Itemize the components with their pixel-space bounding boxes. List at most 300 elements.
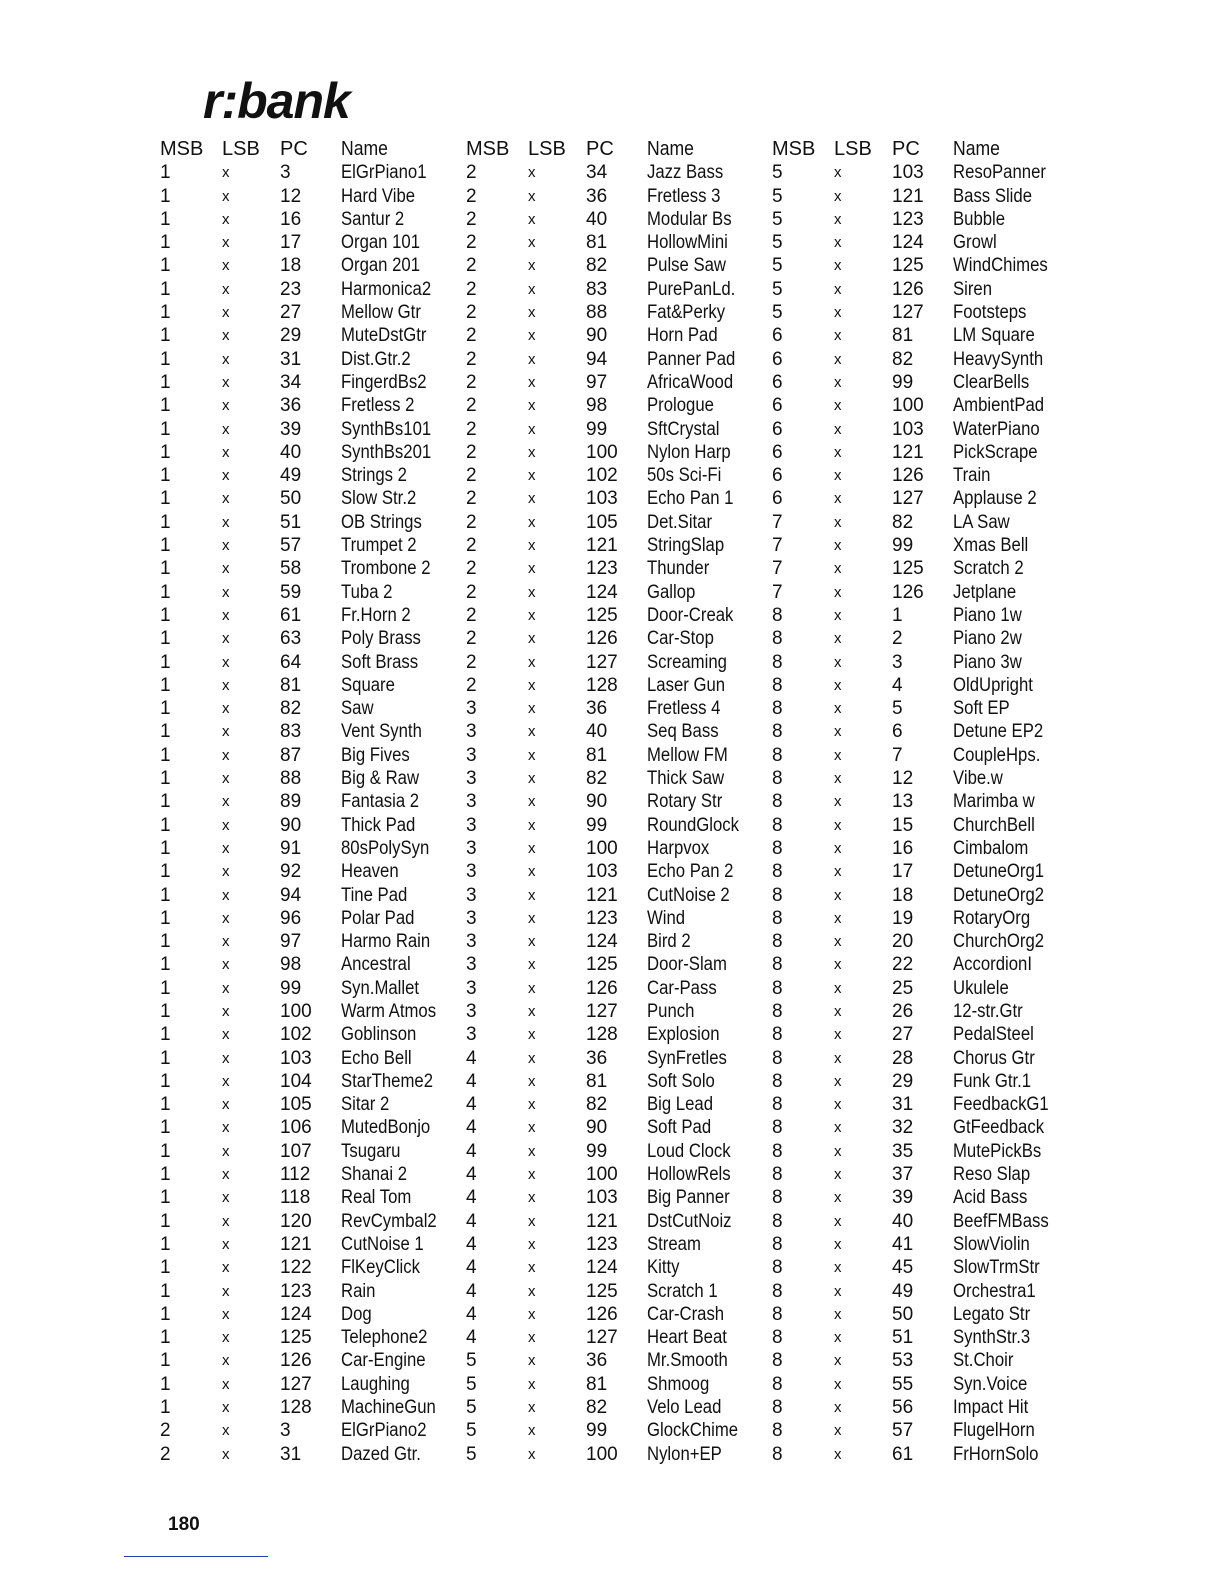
cell-msb: 2 [466, 325, 477, 347]
cell-pc: 121 [892, 185, 924, 207]
cell-lsb: x [528, 700, 536, 718]
cell-lsb: x [834, 676, 842, 694]
cell-name: Soft Solo [647, 1070, 715, 1092]
cell-lsb: x [834, 583, 842, 601]
cell-msb: 2 [466, 278, 477, 300]
cell-name: Vent Synth [341, 721, 422, 743]
cell-name: Tuba 2 [341, 581, 393, 603]
cell-pc: 57 [280, 535, 302, 557]
cell-lsb: x [834, 746, 842, 764]
cell-msb: 4 [466, 1327, 477, 1349]
cell-pc: 126 [280, 1350, 312, 1372]
cell-lsb: x [222, 1212, 230, 1230]
cell-lsb: x [528, 373, 536, 391]
cell-lsb: x [834, 373, 842, 391]
cell-pc: 99 [586, 1140, 608, 1162]
cell-msb: 1 [160, 1070, 171, 1092]
cell-pc: 49 [280, 465, 302, 487]
cell-name: HeavySynth [953, 348, 1044, 370]
cell-name: Organ 101 [341, 232, 421, 254]
cell-lsb: x [222, 1049, 230, 1067]
cell-msb: 1 [160, 1000, 171, 1022]
cell-msb: 1 [160, 954, 171, 976]
cell-msb: 1 [160, 884, 171, 906]
cell-name: DetuneOrg2 [953, 884, 1045, 906]
cell-msb: 1 [160, 698, 171, 720]
cell-msb: 1 [160, 1117, 171, 1139]
cell-msb: 4 [466, 1187, 477, 1209]
cell-name: Mellow Gtr [341, 302, 421, 324]
cell-pc: 16 [280, 208, 302, 230]
cell-lsb: x [834, 1189, 842, 1207]
cell-lsb: x [834, 210, 842, 228]
cell-pc: 81 [586, 1070, 608, 1092]
cell-msb: 8 [772, 1350, 783, 1372]
cell-msb: 1 [160, 441, 171, 463]
cell-lsb: x [222, 1282, 230, 1300]
cell-pc: 4 [892, 674, 903, 696]
cell-lsb: x [222, 443, 230, 461]
cell-pc: 127 [586, 1327, 618, 1349]
cell-lsb: x [528, 420, 536, 438]
cell-lsb: x [222, 793, 230, 811]
cell-name: Wind [647, 907, 686, 929]
cell-pc: 102 [586, 465, 618, 487]
cell-msb: 1 [160, 744, 171, 766]
cell-name: Hard Vibe [341, 185, 416, 207]
cell-pc: 126 [892, 278, 924, 300]
cell-msb: 5 [466, 1420, 477, 1442]
cell-lsb: x [222, 1445, 230, 1463]
cell-name: FlKeyClick [341, 1257, 420, 1279]
cell-pc: 25 [892, 977, 914, 999]
cell-msb: 2 [466, 302, 477, 324]
cell-pc: 100 [892, 395, 924, 417]
cell-pc: 32 [892, 1117, 914, 1139]
cell-lsb: x [834, 1352, 842, 1370]
cell-name: Trombone 2 [341, 558, 431, 580]
cell-pc: 123 [586, 907, 618, 929]
cell-msb: 2 [466, 418, 477, 440]
cell-name: MachineGun [341, 1397, 436, 1419]
cell-name: Loud Clock [647, 1140, 731, 1162]
cell-pc: 125 [280, 1327, 312, 1349]
cell-msb: 1 [160, 325, 171, 347]
cell-lsb: x [222, 280, 230, 298]
cell-name: Square [341, 674, 395, 696]
header-msb: MSB [772, 138, 816, 160]
cell-lsb: x [528, 164, 536, 182]
cell-name: Polar Pad [341, 907, 415, 929]
cell-lsb: x [222, 1166, 230, 1184]
cell-pc: 12 [280, 185, 302, 207]
cell-name: Organ 201 [341, 255, 421, 277]
cell-pc: 128 [586, 1024, 618, 1046]
cell-msb: 5 [466, 1397, 477, 1419]
cell-msb: 2 [466, 232, 477, 254]
cell-name: ChurchBell [953, 814, 1035, 836]
cell-msb: 1 [160, 861, 171, 883]
cell-name: AmbientPad [953, 395, 1045, 417]
cell-msb: 1 [160, 651, 171, 673]
cell-lsb: x [528, 1235, 536, 1253]
cell-msb: 1 [160, 162, 171, 184]
cell-name: MuteDstGtr [341, 325, 427, 347]
cell-name: SynFretles [647, 1047, 727, 1069]
cell-pc: 103 [892, 418, 924, 440]
cell-name: 80sPolySyn [341, 837, 430, 859]
header-lsb: LSB [528, 138, 566, 160]
cell-pc: 100 [586, 441, 618, 463]
cell-name: Dazed Gtr. [341, 1443, 421, 1465]
cell-msb: 1 [160, 837, 171, 859]
cell-name: Mr.Smooth [647, 1350, 728, 1372]
cell-pc: 36 [586, 1047, 608, 1069]
cell-pc: 64 [280, 651, 302, 673]
cell-msb: 8 [772, 1397, 783, 1419]
cell-lsb: x [528, 1166, 536, 1184]
cell-pc: 82 [892, 511, 914, 533]
cell-pc: 35 [892, 1140, 914, 1162]
cell-lsb: x [528, 490, 536, 508]
cell-name: Syn.Voice [953, 1373, 1028, 1395]
cell-msb: 4 [466, 1257, 477, 1279]
cell-name: Car-Crash [647, 1303, 725, 1325]
cell-lsb: x [834, 280, 842, 298]
cell-lsb: x [834, 793, 842, 811]
cell-msb: 1 [160, 465, 171, 487]
cell-lsb: x [222, 304, 230, 322]
cell-name: ElGrPiano1 [341, 162, 427, 184]
cell-lsb: x [528, 630, 536, 648]
cell-name: Dog [341, 1303, 372, 1325]
cell-msb: 5 [466, 1373, 477, 1395]
cell-name: LA Saw [953, 511, 1010, 533]
header-pc: PC [280, 138, 308, 160]
cell-name: Train [953, 465, 991, 487]
cell-msb: 1 [160, 302, 171, 324]
cell-msb: 6 [772, 488, 783, 510]
cell-name: Real Tom [341, 1187, 412, 1209]
cell-msb: 2 [466, 395, 477, 417]
cell-lsb: x [528, 933, 536, 951]
cell-lsb: x [222, 467, 230, 485]
cell-pc: 81 [586, 1373, 608, 1395]
cell-pc: 91 [280, 837, 302, 859]
cell-msb: 2 [466, 558, 477, 580]
cell-msb: 6 [772, 348, 783, 370]
cell-name: Tsugaru [341, 1140, 401, 1162]
cell-pc: 36 [280, 395, 302, 417]
cell-msb: 4 [466, 1233, 477, 1255]
cell-msb: 3 [466, 1000, 477, 1022]
cell-pc: 103 [586, 488, 618, 510]
cell-lsb: x [528, 467, 536, 485]
cell-msb: 2 [466, 581, 477, 603]
cell-lsb: x [834, 443, 842, 461]
cell-msb: 1 [160, 232, 171, 254]
cell-name: SlowViolin [953, 1233, 1030, 1255]
cell-lsb: x [528, 676, 536, 694]
cell-msb: 1 [160, 511, 171, 533]
header-pc: PC [892, 138, 920, 160]
cell-name: Jetplane [953, 581, 1017, 603]
cell-msb: 5 [772, 255, 783, 277]
cell-name: WaterPiano [953, 418, 1040, 440]
cell-lsb: x [834, 1235, 842, 1253]
cell-msb: 1 [160, 1047, 171, 1069]
cell-pc: 122 [280, 1257, 312, 1279]
cell-pc: 100 [586, 1164, 618, 1186]
cell-pc: 106 [280, 1117, 312, 1139]
cell-pc: 83 [280, 721, 302, 743]
cell-lsb: x [528, 443, 536, 461]
cell-msb: 8 [772, 604, 783, 626]
cell-name: Kitty [647, 1257, 680, 1279]
cell-pc: 51 [280, 511, 302, 533]
cell-lsb: x [834, 187, 842, 205]
cell-lsb: x [834, 979, 842, 997]
cell-name: FingerdBs2 [341, 371, 427, 393]
cell-msb: 5 [772, 162, 783, 184]
cell-pc: 125 [892, 255, 924, 277]
cell-msb: 8 [772, 814, 783, 836]
cell-lsb: x [222, 234, 230, 252]
cell-lsb: x [834, 1212, 842, 1230]
cell-msb: 1 [160, 1024, 171, 1046]
cell-name: Siren [953, 278, 993, 300]
cell-name: Scratch 2 [953, 558, 1024, 580]
cell-msb: 8 [772, 1280, 783, 1302]
cell-name: FlugelHorn [953, 1420, 1035, 1442]
cell-pc: 99 [892, 371, 914, 393]
cell-msb: 3 [466, 768, 477, 790]
cell-msb: 1 [160, 791, 171, 813]
cell-lsb: x [834, 234, 842, 252]
cell-lsb: x [834, 1166, 842, 1184]
cell-lsb: x [222, 560, 230, 578]
cell-lsb: x [528, 1422, 536, 1440]
cell-name: Fr.Horn 2 [341, 604, 411, 626]
cell-name: DetuneOrg1 [953, 861, 1045, 883]
cell-lsb: x [222, 816, 230, 834]
cell-pc: 50 [280, 488, 302, 510]
cell-pc: 61 [892, 1443, 914, 1465]
cell-name: DstCutNoiz [647, 1210, 732, 1232]
cell-msb: 2 [466, 255, 477, 277]
cell-name: Car-Pass [647, 977, 717, 999]
cell-pc: 94 [586, 348, 608, 370]
cell-lsb: x [528, 863, 536, 881]
cell-msb: 1 [160, 1233, 171, 1255]
cell-name: Tine Pad [341, 884, 408, 906]
cell-lsb: x [834, 1259, 842, 1277]
cell-msb: 8 [772, 861, 783, 883]
cell-msb: 2 [466, 371, 477, 393]
cell-msb: 7 [772, 581, 783, 603]
cell-lsb: x [528, 1212, 536, 1230]
page-title: r:bank [203, 73, 350, 129]
cell-name: Detune EP2 [953, 721, 1044, 743]
cell-pc: 100 [586, 1443, 618, 1465]
cell-name: Door-Creak [647, 604, 734, 626]
cell-pc: 39 [280, 418, 302, 440]
cell-msb: 3 [466, 884, 477, 906]
cell-pc: 121 [892, 441, 924, 463]
cell-lsb: x [222, 1399, 230, 1417]
cell-msb: 6 [772, 418, 783, 440]
cell-name: Rain [341, 1280, 376, 1302]
cell-name: SynthStr.3 [953, 1327, 1031, 1349]
cell-lsb: x [834, 1119, 842, 1137]
cell-lsb: x [222, 1072, 230, 1090]
cell-msb: 8 [772, 651, 783, 673]
cell-name: Fretless 2 [341, 395, 415, 417]
cell-pc: 51 [892, 1327, 914, 1349]
cell-msb: 8 [772, 628, 783, 650]
cell-msb: 3 [466, 977, 477, 999]
cell-name: Ancestral [341, 954, 411, 976]
cell-lsb: x [222, 420, 230, 438]
cell-name: Santur 2 [341, 208, 405, 230]
cell-msb: 2 [466, 674, 477, 696]
cell-msb: 8 [772, 1140, 783, 1162]
cell-name: FeedbackG1 [953, 1094, 1049, 1116]
cell-lsb: x [528, 746, 536, 764]
cell-msb: 2 [160, 1420, 171, 1442]
cell-name: Fretless 3 [647, 185, 721, 207]
cell-pc: 41 [892, 1233, 914, 1255]
cell-pc: 13 [892, 791, 914, 813]
cell-name: MutedBonjo [341, 1117, 431, 1139]
cell-lsb: x [528, 257, 536, 275]
cell-pc: 99 [586, 1420, 608, 1442]
cell-lsb: x [528, 1329, 536, 1347]
cell-pc: 63 [280, 628, 302, 650]
cell-name: Car-Engine [341, 1350, 426, 1372]
cell-pc: 127 [586, 651, 618, 673]
cell-lsb: x [222, 1259, 230, 1277]
cell-name: Footsteps [953, 302, 1027, 324]
cell-pc: 40 [280, 441, 302, 463]
cell-pc: 27 [280, 302, 302, 324]
cell-lsb: x [222, 606, 230, 624]
cell-name: MutePickBs [953, 1140, 1042, 1162]
header-pc: PC [586, 138, 614, 160]
cell-msb: 2 [466, 535, 477, 557]
cell-pc: 124 [586, 1257, 618, 1279]
cell-name: Gallop [647, 581, 696, 603]
cell-msb: 3 [466, 814, 477, 836]
cell-pc: 36 [586, 1350, 608, 1372]
cell-msb: 4 [466, 1303, 477, 1325]
cell-pc: 29 [892, 1070, 914, 1092]
cell-name: Telephone2 [341, 1327, 428, 1349]
cell-name: AccordionI [953, 954, 1033, 976]
cell-pc: 103 [892, 162, 924, 184]
cell-name: Bird 2 [647, 931, 691, 953]
cell-name: Echo Bell [341, 1047, 412, 1069]
cell-pc: 126 [586, 628, 618, 650]
cell-pc: 99 [892, 535, 914, 557]
cell-pc: 90 [586, 1117, 608, 1139]
cell-msb: 8 [772, 1117, 783, 1139]
cell-lsb: x [834, 653, 842, 671]
cell-pc: 6 [892, 721, 903, 743]
cell-name: StringSlap [647, 535, 725, 557]
cell-name: Mellow FM [647, 744, 728, 766]
cell-name: Heart Beat [647, 1327, 727, 1349]
cell-pc: 3 [280, 162, 291, 184]
cell-pc: 17 [892, 861, 914, 883]
cell-pc: 82 [280, 698, 302, 720]
cell-name: PurePanLd. [647, 278, 736, 300]
cell-pc: 87 [280, 744, 302, 766]
cell-name: Harpvox [647, 837, 710, 859]
cell-pc: 22 [892, 954, 914, 976]
cell-name: Legato Str [953, 1303, 1031, 1325]
cell-pc: 127 [892, 488, 924, 510]
cell-lsb: x [834, 1422, 842, 1440]
cell-name: WindChimes [953, 255, 1048, 277]
cell-name: Vibe.w [953, 768, 1003, 790]
cell-msb: 3 [466, 837, 477, 859]
cell-lsb: x [222, 723, 230, 741]
cell-pc: 1 [892, 604, 903, 626]
cell-pc: 82 [586, 255, 608, 277]
cell-name: Chorus Gtr [953, 1047, 1035, 1069]
cell-lsb: x [528, 909, 536, 927]
cell-lsb: x [528, 1142, 536, 1160]
cell-msb: 7 [772, 535, 783, 557]
cell-msb: 8 [772, 744, 783, 766]
cell-pc: 18 [280, 255, 302, 277]
cell-lsb: x [528, 1002, 536, 1020]
cell-pc: 125 [586, 954, 618, 976]
cell-pc: 103 [280, 1047, 312, 1069]
cell-name: Velo Lead [647, 1397, 722, 1419]
cell-msb: 1 [160, 558, 171, 580]
cell-lsb: x [222, 909, 230, 927]
cell-msb: 2 [466, 511, 477, 533]
cell-lsb: x [528, 1305, 536, 1323]
cell-msb: 5 [772, 302, 783, 324]
cell-msb: 8 [772, 791, 783, 813]
cell-pc: 19 [892, 907, 914, 929]
cell-msb: 1 [160, 1327, 171, 1349]
cell-lsb: x [834, 723, 842, 741]
cell-msb: 2 [466, 604, 477, 626]
cell-name: Harmonica2 [341, 278, 432, 300]
cell-name: Shmoog [647, 1373, 710, 1395]
cell-lsb: x [222, 513, 230, 531]
cell-pc: 12 [892, 768, 914, 790]
cell-pc: 105 [280, 1094, 312, 1116]
cell-msb: 8 [772, 1094, 783, 1116]
cell-lsb: x [834, 1329, 842, 1347]
cell-lsb: x [222, 187, 230, 205]
cell-msb: 1 [160, 278, 171, 300]
cell-pc: 2 [892, 628, 903, 650]
cell-msb: 4 [466, 1210, 477, 1232]
cell-lsb: x [834, 1142, 842, 1160]
cell-msb: 8 [772, 884, 783, 906]
cell-lsb: x [222, 537, 230, 555]
cell-pc: 89 [280, 791, 302, 813]
cell-name: SynthBs101 [341, 418, 432, 440]
cell-pc: 58 [280, 558, 302, 580]
cell-name: CoupleHps. [953, 744, 1041, 766]
